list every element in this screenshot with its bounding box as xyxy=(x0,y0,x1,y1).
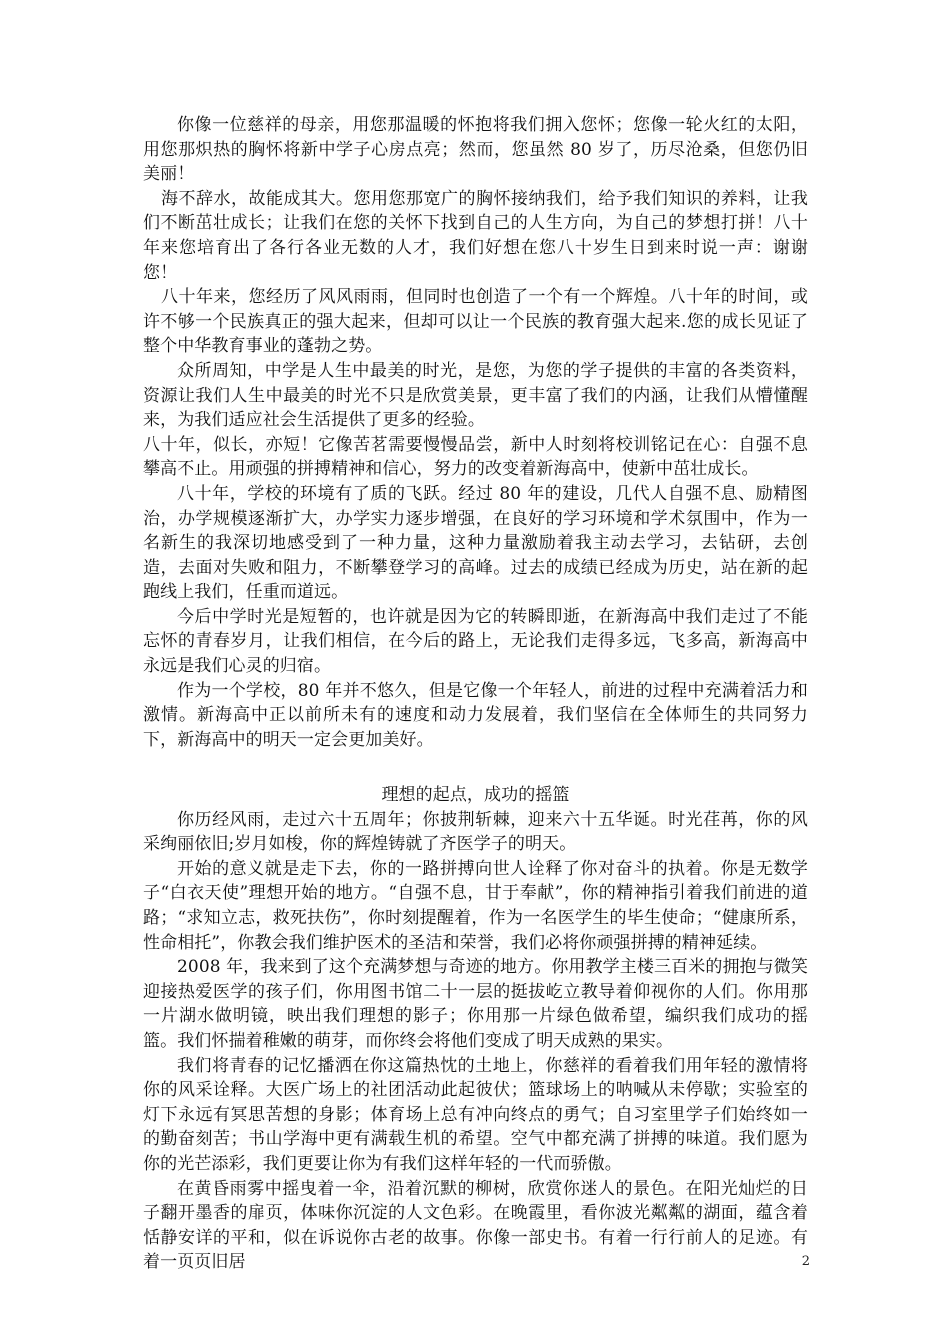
paragraph: 你历经风雨，走过六十五周年；你披荆斩棘，迎来六十五华诞。时光荏苒，你的风采绚丽依旧;岁月如梭，你的辉煌铸就了齐医学子的明天。 xyxy=(143,809,808,855)
paragraph: 八十年来，您经历了风风雨雨，但同时也创造了一个有一个辉煌。八十年的时间，或许不够一个民族真正的强大起来，但却可以让一个民族的教育强大起来.您的成长见证了整个中华教育事业的蓬勃之势。 xyxy=(143,287,808,357)
paragraph: 众所周知，中学是人生中最美的时光，是您，为您的学子提供的丰富的各类资料，资源让我们人生中最美的时光不只是欣赏美景，更丰富了我们的内涵，让我们从懵懂醒来，为我们适应社会生活提供了更多的经验。 xyxy=(143,360,808,431)
blank-line xyxy=(143,752,808,777)
paragraph: 今后中学时光是短暂的，也许就是因为它的转瞬即逝，在新海高中我们走过了不能忘怀的青春岁月，让我们相信，在今后的路上，无论我们走得多远，飞多高，新海高中永远是我们心灵的归宿。 xyxy=(143,606,808,677)
paragraph: 八十年，似长，亦短！它像苦茗需要慢慢品尝，新中人时刻将校训铭记在心：自强不息 攀高不止。用顽强的拼搏精神和信心，努力的改变着新海高中，使新中茁壮成长。 xyxy=(143,434,808,480)
paragraph: 八十年，学校的环境有了质的飞跃。经过 80 年的建设，几代人自强不息、励精图治，办学规模逐渐扩大，办学实力逐步增强，在良好的学习环境和学术氛围中，作为一名新生的我深切地感受到了一种力量，这种力量激励着我主动去学习，去钻研，去创造，去面对失败和阻力，不断攀登学习的高峰。过去的成绩已经成为历史，站在新的起跑线上我们，任重而道远。 xyxy=(143,483,808,603)
paragraph: 我们将青春的记忆播洒在你这篇热忱的土地上，你慈祥的看着我们用年轻的激情将你的风采诠释。大医广场上的社团活动此起彼伏；篮球场上的呐喊从未停歇；实验室的灯下永远有冥思苦想的身影；体育场上总有冲向终点的勇气；自习室里学子们始终如一的勤奋刻苦；书山学海中更有满载生机的希望。空气中都充满了拼搏的味道。我们愿为你的光芒添彩，我们更要让你为有我们这样年轻的一代而骄傲。 xyxy=(143,1055,808,1174)
paragraph: 开始的意义就是走下去，你的一路拼搏向世人诠释了你对奋斗的执着。你是无数学子“白衣天使”理想开始的地方。“自强不息，甘于奉献”，你的精神指引着我们前进的道路；“求知立志，救死扶伤”，你时刻提醒着，作为一名医学生的毕生使命；“健康所系，性命相托”，你教会我们维护医术的圣洁和荣誉，我们必将你顽强拼搏的精神延续。 xyxy=(143,858,808,953)
paragraph: 海不辞水，故能成其大。您用您那宽广的胸怀接纳我们，给予我们知识的养料，让我们不断茁壮成长；让我们在您的关怀下找到自己的人生方向，为自己的梦想打拼！八十年来您培育出了各行各业无数的人才，我们好想在您八十岁生日到来时说一声：谢谢您！ xyxy=(143,188,808,283)
page-number: 2 xyxy=(801,1254,810,1269)
section-heading: 理想的起点，成功的摇篮 xyxy=(381,785,570,806)
paragraph: 作为一个学校，80 年并不悠久，但是它像一个年轻人，前进的过程中充满着活力和激情。新海高中正以前所未有的速度和动力发展着，我们坚信在全体师生的共同努力下，新海高中的明天一定会更加美好。 xyxy=(143,680,808,750)
document-body xyxy=(143,113,808,1275)
paragraph: 2008 年，我来到了这个充满梦想与奇迹的地方。你用教学主楼三百米的拥抱与微笑迎接热爱医学的孩子们，你用图书馆二十一层的挺拔屹立教导着仰视你的人们。你用那一片湖水做明镜，映出我们理想的影子；你用那一片绿色做希望，编织我们成功的摇篮。我们怀揣着稚嫩的萌芽，而你终会将他们变成了明天成熟的果实。 xyxy=(143,957,808,1051)
paragraph: 你像一位慈祥的母亲，用您那温暖的怀抱将我们拥入您怀；您像一轮火红的太阳，用您那炽热的胸怀将新中学子心房点亮；然而，您虽然 80 岁了，历尽沧桑，但您仍旧美丽！ xyxy=(143,115,808,185)
paragraph: 在黄昏雨雾中摇曳着一伞，沿着沉默的柳树，欣赏你迷人的景色。在阳光灿烂的日子翻开墨香的扉页，体味你沉淀的人文色彩。在晚霞里，看你波光粼粼的湖面，蕴含着恬静安详的平和，似在诉说你古老的故事。你像一部史书。有着一行行前人的足迹。有着一页页旧居 xyxy=(143,1178,808,1273)
